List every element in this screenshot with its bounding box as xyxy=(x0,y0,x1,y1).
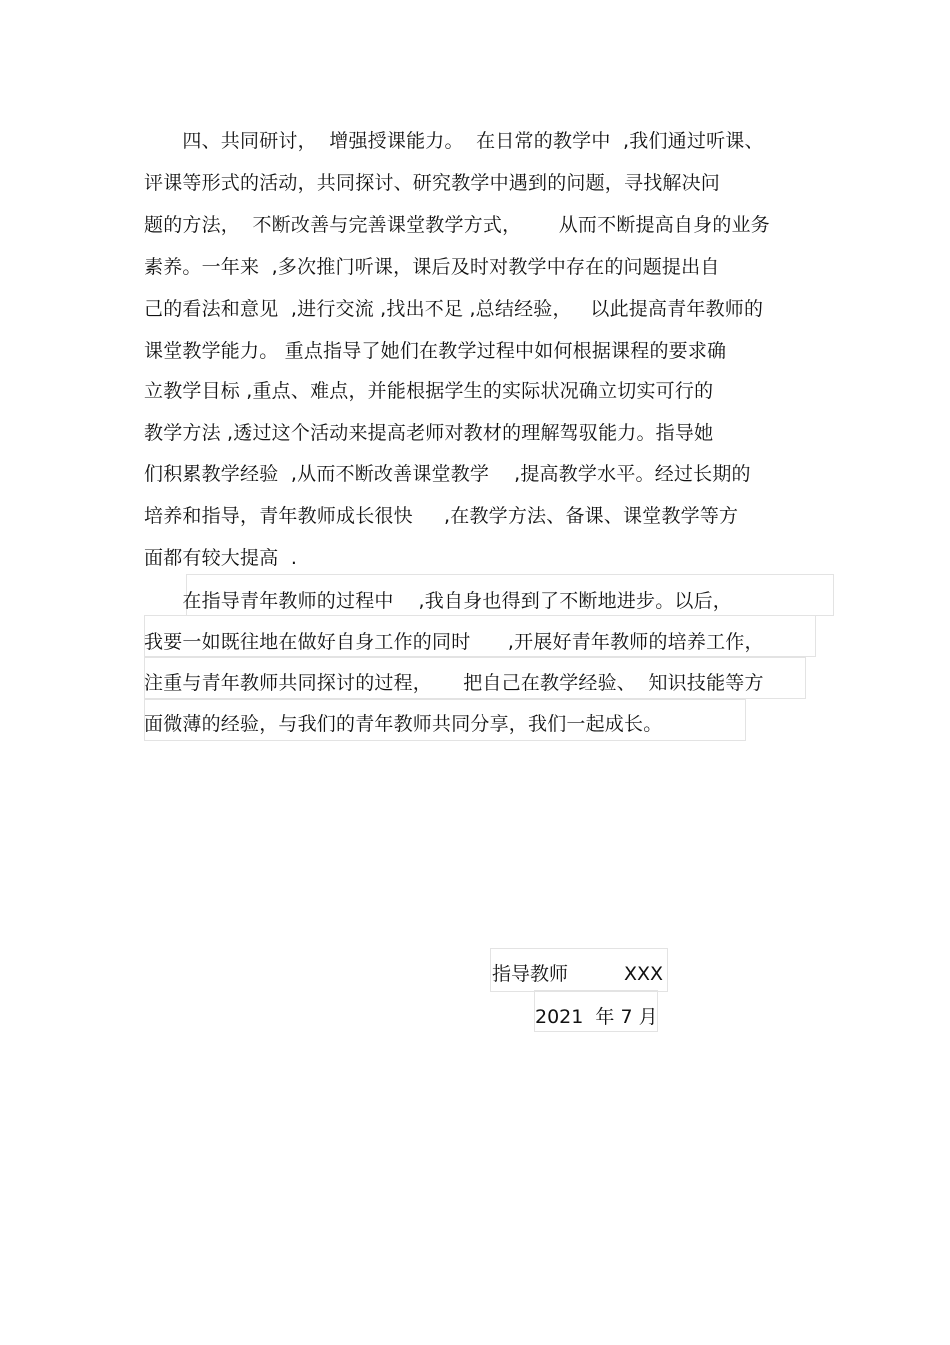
paragraph-line: 培养和指导，青年教师成长很快 ,在教学方法、备课、课堂教学等方 xyxy=(144,505,739,527)
paragraph-line: 题的方法， 不断改善与完善课堂教学方式， 从而不断提高自身的业务 xyxy=(144,214,770,236)
paragraph-line: 四、共同研讨， 增强授课能力。 在日常的教学中 ,我们通过听课、 xyxy=(144,130,764,152)
paragraph-line: 在指导青年教师的过程中 ,我自身也得到了不断地进步。以后， xyxy=(144,590,732,612)
signature-date: 2021 年 7 月 xyxy=(535,1006,658,1028)
paragraph-line: 面都有较大提高 . xyxy=(144,547,298,569)
paragraph-line: 素养。一年来 ,多次推门听课，课后及时对教学中存在的问题提出自 xyxy=(144,256,720,278)
paragraph-line: 教学方法 ,透过这个活动来提高老师对教材的理解驾驭能力。指导她 xyxy=(144,422,714,444)
paragraph-line: 们积累教学经验 ,从而不断改善课堂教学 ,提高教学水平。经过长期的 xyxy=(144,463,751,485)
paragraph-line: 己的看法和意见 ,进行交流 ,找出不足 ,总结经验， 以此提高青年教师的 xyxy=(144,298,764,320)
signature-teacher-name: XXX xyxy=(624,963,664,985)
paragraph-line: 评课等形式的活动，共同探讨、研究教学中遇到的问题，寻找解决问 xyxy=(144,172,721,194)
paragraph-line: 立教学目标 ,重点、难点，并能根据学生的实际状况确立切实可行的 xyxy=(144,380,714,402)
paragraph-line: 我要一如既往地在做好自身工作的同时 ,开展好青年教师的培养工作， xyxy=(144,631,764,653)
signature-teacher-label: 指导教师 xyxy=(492,963,569,985)
paragraph-line: 课堂教学能力。 重点指导了她们在教学过程中如何根据课程的要求确 xyxy=(144,340,727,362)
paragraph-line: 面微薄的经验，与我们的青年教师共同分享，我们一起成长。 xyxy=(144,713,663,735)
paragraph-line: 注重与青年教师共同探讨的过程， 把自己在教学经验、 知识技能等方 xyxy=(144,672,764,694)
